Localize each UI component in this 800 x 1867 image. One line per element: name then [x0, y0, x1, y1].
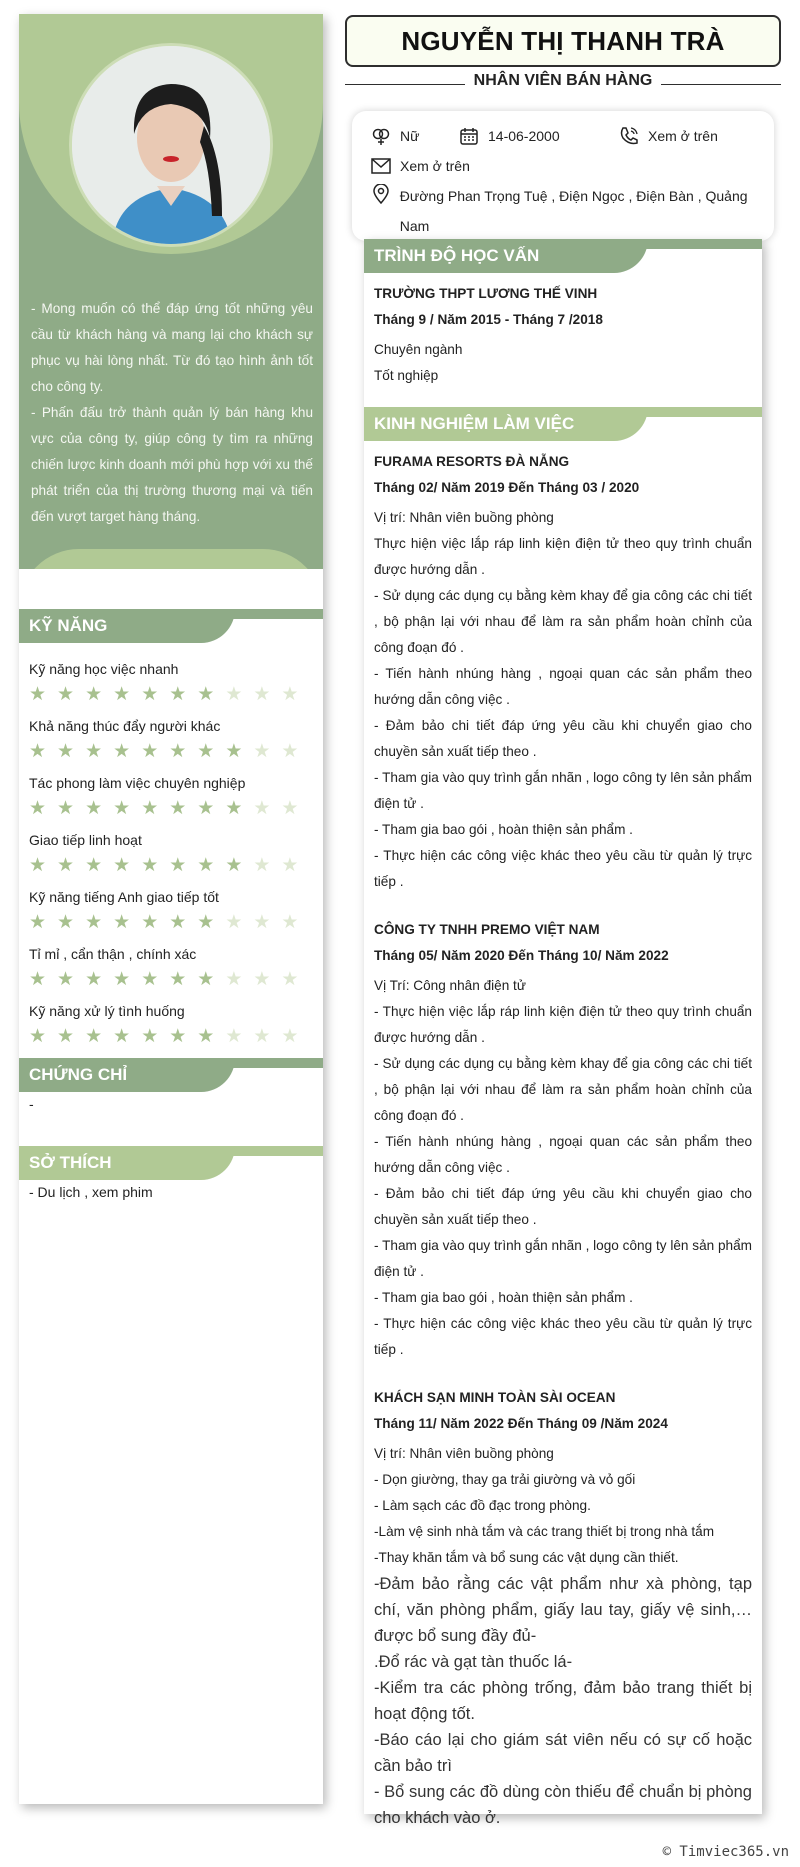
star-icon: ★	[85, 741, 103, 762]
experience-title: KINH NGHIỆM LÀM VIỆC	[374, 414, 575, 433]
star-icon: ★	[57, 684, 75, 705]
email-icon	[370, 155, 392, 177]
star-icon: ★	[253, 798, 271, 819]
avatar	[69, 43, 273, 247]
certificates-header	[19, 1058, 323, 1092]
job-position: Vị trí: Nhân viên buồng phòng	[374, 1446, 554, 1461]
education-result: Tốt nghiệp	[374, 368, 439, 383]
job-period: Tháng 05/ Năm 2020 Đến Tháng 10/ Năm 2022	[374, 948, 669, 963]
star-icon: ★	[29, 912, 47, 933]
star-icon: ★	[141, 855, 159, 876]
job-duty: -Báo cáo lại cho giám sát viên nếu có sự cố hoặc cần bảo trì	[374, 1731, 752, 1775]
job-duty: - Tiến hành nhúng hàng , ngoại quan các sản phẩm theo hướng dẫn công việc .	[374, 666, 752, 707]
star-icon: ★	[225, 798, 243, 819]
star-icon: ★	[141, 912, 159, 933]
star-icon: ★	[113, 684, 131, 705]
star-icon: ★	[57, 912, 75, 933]
company-name: FURAMA RESORTS ĐÀ NẴNG	[374, 454, 570, 469]
hobbies-title: SỞ THÍCH	[29, 1153, 112, 1172]
star-icon: ★	[197, 684, 215, 705]
star-icon: ★	[113, 969, 131, 990]
star-icon: ★	[169, 798, 187, 819]
job-duty: - Dọn giường, thay ga trải giường và vỏ gối	[374, 1472, 636, 1487]
job-duty: - Thực hiện việc lắp ráp linh kiện điện tử theo quy trình chuẩn được hướng dẫn .	[374, 1004, 752, 1045]
job-entry	[364, 909, 762, 1377]
star-icon: ★	[85, 912, 103, 933]
star-icon: ★	[169, 1026, 187, 1047]
objective-line: - Phấn đấu trở thành quản lý bán hàng khu vực của công ty, giúp công ty tìm ra những chiến lược kinh doanh mới phù hợp với xu thế phát triển của thị trường thương mại và tiến đến vượt target hàng tháng.	[31, 405, 313, 524]
skill-name: Kỹ năng tiếng Anh giao tiếp tốt	[29, 889, 219, 905]
skill-name: Giao tiếp linh hoạt	[29, 832, 142, 848]
star-icon: ★	[57, 969, 75, 990]
birthday-value: 14-06-2000	[488, 128, 560, 144]
star-icon: ★	[141, 969, 159, 990]
star-icon: ★	[113, 798, 131, 819]
star-icon: ★	[57, 798, 75, 819]
certificates-title: CHỨNG CHỈ	[29, 1065, 128, 1084]
job-duty: -Đảm bảo rằng các vật phẩm như xà phòng, tạp chí, văn phòng phẩm, giấy lau tay, giấy vệ sinh,… được bổ sung đầy đủ-	[374, 1575, 752, 1645]
job-entry	[364, 441, 762, 909]
gender-item	[370, 125, 458, 147]
star-icon: ★	[113, 855, 131, 876]
profile-panel	[19, 14, 323, 569]
skills-title: KỸ NĂNG	[29, 616, 108, 635]
skill-name: Kỹ năng xử lý tình huống	[29, 1003, 185, 1019]
company-name: KHÁCH SẠN MINH TOÀN SÀI OCEAN	[374, 1390, 616, 1405]
job-duty: -Thay khăn tắm và bổ sung các vật dụng cần thiết.	[374, 1550, 679, 1565]
star-icon: ★	[197, 1026, 215, 1047]
skill-item	[29, 771, 313, 828]
skill-rating	[29, 685, 313, 705]
star-icon: ★	[57, 741, 75, 762]
star-icon: ★	[113, 912, 131, 933]
phone-icon	[618, 125, 640, 147]
job-duty: - Bổ sung các đồ dùng còn thiếu để chuẩn bị phòng cho khách vào ở.	[374, 1783, 752, 1827]
certificates-content: -	[29, 1096, 34, 1112]
star-icon: ★	[253, 1026, 271, 1047]
hobbies-header	[19, 1146, 323, 1180]
avatar-photo-icon	[72, 46, 270, 244]
star-icon: ★	[253, 855, 271, 876]
education-header	[364, 239, 762, 273]
gender-value: Nữ	[400, 128, 420, 144]
job-duty: - Thực hiện các công việc khác theo yêu cầu từ quản lý trực tiếp .	[374, 1316, 752, 1357]
star-icon: ★	[85, 1026, 103, 1047]
skill-item	[29, 999, 313, 1056]
star-icon: ★	[281, 912, 299, 933]
skill-rating	[29, 742, 313, 762]
star-icon: ★	[197, 855, 215, 876]
star-icon: ★	[253, 684, 271, 705]
star-icon: ★	[85, 798, 103, 819]
star-icon: ★	[225, 741, 243, 762]
star-icon: ★	[281, 855, 299, 876]
job-period: Tháng 02/ Năm 2019 Đến Tháng 03 / 2020	[374, 480, 640, 495]
star-icon: ★	[29, 684, 47, 705]
star-icon: ★	[281, 969, 299, 990]
job-duty: - Tham gia vào quy trình gắn nhãn , logo công ty lên sản phẩm điện tử .	[374, 770, 752, 811]
gender-icon	[370, 125, 392, 147]
star-icon: ★	[29, 1026, 47, 1047]
skills-header	[19, 609, 323, 643]
star-icon: ★	[113, 1026, 131, 1047]
birthday-item	[458, 125, 618, 147]
job-duty: -Làm vệ sinh nhà tắm và các trang thiết bị trong nhà tắm	[374, 1524, 715, 1539]
school-name: TRƯỜNG THPT LƯƠNG THẾ VINH	[374, 286, 598, 301]
job-duty: - Thực hiện các công việc khác theo yêu cầu từ quản lý trực tiếp .	[374, 848, 752, 889]
star-icon: ★	[85, 684, 103, 705]
skill-name: Tỉ mỉ , cẩn thận , chính xác	[29, 946, 197, 962]
skills-list	[19, 643, 323, 1056]
address-item	[370, 181, 756, 241]
education-period: Tháng 9 / Năm 2015 - Tháng 7 /2018	[374, 312, 603, 327]
skill-name: Kỹ năng học việc nhanh	[29, 661, 179, 677]
job-period: Tháng 11/ Năm 2022 Đến Tháng 09 /Năm 2024	[374, 1416, 668, 1431]
star-icon: ★	[85, 855, 103, 876]
star-icon: ★	[253, 969, 271, 990]
skill-item	[29, 942, 313, 999]
star-icon: ★	[141, 1026, 159, 1047]
education-major: Chuyên ngành	[374, 342, 463, 357]
star-icon: ★	[169, 912, 187, 933]
star-icon: ★	[141, 684, 159, 705]
skill-item	[29, 657, 313, 714]
job-entry	[364, 1377, 762, 1845]
bottom-arc	[19, 549, 323, 569]
job-duty: -Kiểm tra các phòng trống, đảm bảo trang thiết bị hoạt động tốt.	[374, 1679, 752, 1723]
email-item	[370, 151, 756, 181]
star-icon: ★	[281, 684, 299, 705]
star-icon: ★	[225, 912, 243, 933]
star-icon: ★	[169, 855, 187, 876]
footer-watermark: © Timviec365.vn	[662, 1844, 789, 1860]
phone-value: Xem ở trên	[648, 128, 718, 144]
star-icon: ★	[29, 741, 47, 762]
skill-item	[29, 885, 313, 942]
job-duty: - Làm sạch các đồ đạc trong phòng.	[374, 1498, 591, 1513]
job-duty: - Đảm bảo chi tiết đáp ứng yêu cầu khi chuyển giao cho chuyền sản xuất tiếp theo .	[374, 1186, 752, 1227]
calendar-icon	[458, 125, 480, 147]
skill-name: Tác phong làm việc chuyên nghiệp	[29, 775, 246, 791]
left-column	[19, 14, 323, 1804]
star-icon: ★	[197, 741, 215, 762]
address-value: Đường Phan Trọng Tuệ , Điện Ngọc , Điện Bàn , Quảng Nam	[399, 188, 748, 234]
star-icon: ★	[29, 798, 47, 819]
star-icon: ★	[253, 741, 271, 762]
star-icon: ★	[29, 969, 47, 990]
star-icon: ★	[281, 1026, 299, 1047]
star-icon: ★	[29, 855, 47, 876]
job-duty: - Tiến hành nhúng hàng , ngoại quan các sản phẩm theo hướng dẫn công việc .	[374, 1134, 752, 1175]
career-objective	[31, 296, 313, 530]
star-icon: ★	[225, 1026, 243, 1047]
skill-rating	[29, 1027, 313, 1047]
star-icon: ★	[281, 798, 299, 819]
star-icon: ★	[169, 684, 187, 705]
star-icon: ★	[197, 912, 215, 933]
experience-header	[364, 407, 762, 441]
company-name: CÔNG TY TNHH PREMO VIỆT NAM	[374, 922, 600, 937]
job-duty: - Tham gia bao gói , hoàn thiện sản phẩm .	[374, 822, 633, 837]
star-icon: ★	[57, 1026, 75, 1047]
star-icon: ★	[169, 741, 187, 762]
job-duty: .Đổ rác và gạt tàn thuốc lá-	[374, 1653, 573, 1671]
star-icon: ★	[57, 855, 75, 876]
star-icon: ★	[197, 798, 215, 819]
job-title: NHÂN VIÊN BÁN HÀNG	[465, 72, 661, 90]
job-duty: - Đảm bảo chi tiết đáp ứng yêu cầu khi chuyển giao cho chuyền sản xuất tiếp theo .	[374, 718, 752, 759]
contact-card	[352, 111, 774, 241]
star-icon: ★	[85, 969, 103, 990]
star-icon: ★	[197, 969, 215, 990]
star-icon: ★	[225, 855, 243, 876]
location-pin-icon	[370, 183, 392, 205]
name-box	[345, 15, 781, 67]
star-icon: ★	[253, 912, 271, 933]
star-icon: ★	[113, 741, 131, 762]
job-duty: - Sử dụng các dụng cụ bằng kèm khay để gia công các chi tiết , bộ phận lại với nhau để làm ra sản phẩm hoàn chỉnh của công đoạn đó .	[374, 588, 752, 655]
skill-rating	[29, 970, 313, 990]
star-icon: ★	[141, 741, 159, 762]
skill-item	[29, 828, 313, 885]
job-duty: Thực hiện việc lắp ráp linh kiện điện tử theo quy trình chuẩn được hướng dẫn .	[374, 536, 752, 577]
right-column	[364, 239, 762, 1827]
phone-item	[618, 125, 718, 147]
skill-name: Khả năng thúc đẩy người khác	[29, 718, 221, 734]
objective-line: - Mong muốn có thể đáp ứng tốt những yêu cầu từ khách hàng và mang lại cho khách sự phục vụ hài lòng nhất. Từ đó tạo hình ảnh tốt cho công ty.	[31, 301, 313, 394]
job-position: Vị Trí: Công nhân điện tử	[374, 978, 526, 993]
job-duty: - Tham gia bao gói , hoàn thiện sản phẩm .	[374, 1290, 633, 1305]
experience-list	[364, 441, 762, 1845]
skill-rating	[29, 913, 313, 933]
skill-rating	[29, 799, 313, 819]
job-position: Vị trí: Nhân viên buồng phòng	[374, 510, 554, 525]
job-duty: - Sử dụng các dụng cụ bằng kèm khay để gia công các chi tiết , bộ phận lại với nhau để làm ra sản phẩm hoàn chỉnh của công đoạn đó .	[374, 1056, 752, 1123]
full-name: NGUYỄN THỊ THANH TRÀ	[401, 26, 725, 56]
hobbies-content: - Du lịch , xem phim	[29, 1184, 153, 1200]
skill-rating	[29, 856, 313, 876]
star-icon: ★	[141, 798, 159, 819]
skill-item	[29, 714, 313, 771]
education-title: TRÌNH ĐỘ HỌC VẤN	[374, 246, 540, 265]
star-icon: ★	[169, 969, 187, 990]
email-value: Xem ở trên	[400, 158, 470, 174]
star-icon: ★	[281, 741, 299, 762]
education-block	[364, 273, 762, 399]
job-duty: - Tham gia vào quy trình gắn nhãn , logo công ty lên sản phẩm điện tử .	[374, 1238, 752, 1279]
star-icon: ★	[225, 684, 243, 705]
star-icon: ★	[225, 969, 243, 990]
